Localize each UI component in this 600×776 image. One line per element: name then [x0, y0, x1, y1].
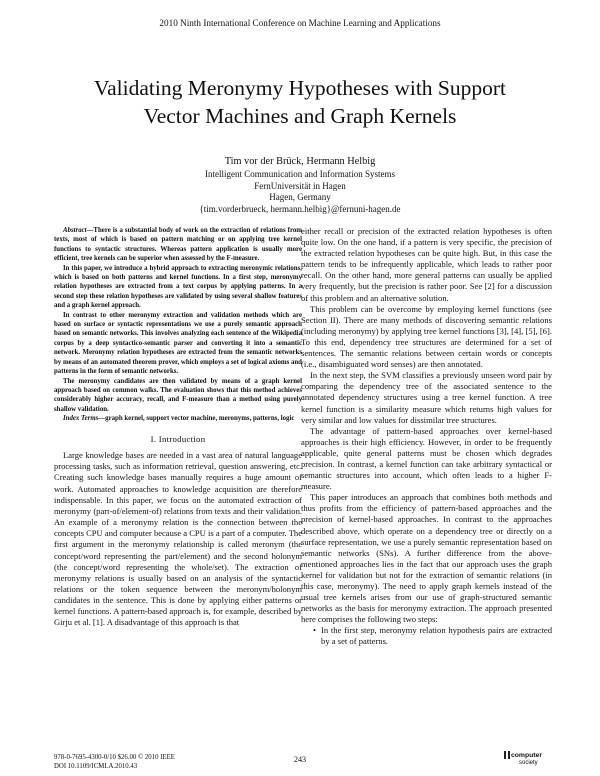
abstract-paragraph-4: The meronymy candidates are then validated by means of a graph kernel approach based on common walks. The evaluation shows that this method achieves considerably higher accuracy, recall, and F-measure than a method using purely shallow validation.: [54, 377, 302, 413]
left-column: [54, 226, 302, 629]
section-heading-introduction: I. Introduction: [150, 433, 206, 444]
paper-title: [40, 74, 560, 130]
author-block: [0, 156, 600, 216]
computer-society-logo: [503, 747, 553, 769]
abstract-lead: Abstract—: [63, 227, 94, 234]
right-paragraph-5: This paper introduces an approach that combines both methods and thus profits from the efficiency of pattern-based approaches and the precision of kernel-based approaches. In contrast to the approaches described above, which operate on a dependency tree or directly on a surface representation, we use a purely semantic representation based on semantic networks (SNs). A further difference from the above-mentioned approaches lies in the fact that our approach uses the graph kernel for validation but not for the extraction of semantic relations (in this case, meronymy). The need to apply graph kernels instead of the usual tree kernels arises from our use of graph-structured semantic networks as the basis for meronymy extraction. The approach presented here comprises the following two steps:: [301, 492, 552, 625]
abstract-paragraph-1: Abstract—There is a substantial body of work on the extraction of relations from texts, most of which is based on pattern matching or on applying tree kernel functions to syntactic structures. Whereas pattern application is usually more efficient, tree kernels can be superior when assessed by the F-measure.: [54, 227, 302, 263]
abstract: [54, 226, 302, 414]
author-emails: {tim.vorderbrueck, hermann.helbig}@fernuni-hagen.de: [199, 204, 401, 215]
title-line-1: Validating Meronymy Hypotheses with Support: [93, 76, 507, 100]
conference-header: 2010 Ninth International Conference on Machine Learning and Applications: [159, 18, 441, 28]
author-names: Tim vor der Brück, Hermann Helbig: [224, 156, 376, 167]
index-terms-text: graph kernel, support vector machine, meronyms, patterns, logic: [105, 415, 295, 423]
logo-word-society: society: [519, 760, 538, 766]
list-item: [301, 625, 552, 647]
right-paragraph-2: This problem can be overcome by employing kernel functions (see Section II). There are many methods of discovering semantic relations (including meronymy) by applying tree kernel functions [3], [4], [5], [6]. To this end, dependency tree structures are determined for a set of sentences. The semantic relations between certain words or concepts (i.e., disambiguated word senses) are then annotated.: [301, 303, 552, 370]
footer-doi: DOI 10.1109/ICMLA.2010.43: [54, 762, 138, 770]
intro-paragraph-1: Large knowledge bases are needed in a vast area of natural language processing tasks, such as information retrieval, question answering, etc. Creating such knowledge bases manually requires a huge amount of work. Automated approaches to knowledge acquisition are therefore indispensable. In this paper, we focus on the automated extraction of meronymy (part-of/element-of) relations from texts and their validation. An example of a meronymy relation is the connection between the concepts CPU and computer because a CPU is a part of a computer. The first argument in the meronymy relationship is called meronym (the concept/word representing the part/element) and the second holonym (the concept/word representing the whole/set). The extraction of meronymy relations is usually based on an analysis of the syntactic relations or the token sequence between the meronym/holonym candidates in the sentence. This is done by applying either patterns or kernel functions. A pattern-based approach is, for example, described by Girju et al. [1]. A disadvantage of this approach is that: [54, 450, 302, 628]
abstract-paragraph-2: In this paper, we introduce a hybrid approach to extracting meronymic relations, which is based on both patterns and kernel functions. In a first step, meronymy relation hypotheses are extracted from a text corpus by applying patterns. In a second step these relation hypotheses are validated by using several shallow features and a graph kernel approach.: [54, 264, 302, 310]
page-number: 243: [293, 755, 307, 764]
footer-isbn: 978-0-7695-4300-0/10 $26.00 © 2010 IEEE: [54, 754, 175, 761]
affiliation-line-2: FernUniversität in Hagen: [254, 180, 346, 191]
bullet-icon: •: [313, 625, 317, 636]
introduction-body: [54, 450, 302, 629]
index-terms-lead: Index Terms—: [63, 415, 106, 423]
right-paragraph-3: In the next step, the SVM classifies a previously unseen word pair by comparing the dependency tree of the associated sentence to the annotated dependency structures using a tree kernel function. A tree kernel function is a similarity measure which returns high values for very similar and low values for dissimilar tree structures.: [301, 370, 552, 425]
right-column: [301, 226, 552, 648]
right-paragraph-4: The advantage of pattern-based approaches over kernel-based approaches is their high efficiency. However, in order to be frequently applicable, quite general patterns must be chosen which degrades precision. In contrast, a kernel function can take arbitrary syntactical or semantic structures into account, which often leads to a higher F-measure.: [301, 425, 552, 492]
title-line-2: Vector Machines and Graph Kernels: [143, 104, 457, 128]
logo-word-computer: computer: [511, 752, 542, 759]
affiliation-line-3: Hagen, Germany: [269, 192, 331, 203]
index-terms: [54, 414, 302, 423]
affiliation-line-1: Intelligent Communication and Information Systems: [205, 168, 395, 179]
right-paragraph-1: either recall or precision of the extracted relation hypotheses is often quite low. On the one hand, if a pattern is very specific, the precision of the extracted relation hypotheses can be quite high. But, in this case the pattern tends to be infrequently applicable, which leads to rather poor recall. On the other hand, more general patterns can usually be applied very frequently, but the precision is rather poor. See [2] for a discussion of this problem and an alternative solution.: [301, 226, 552, 303]
abstract-paragraph-3: In contrast to other meronymy extraction and validation methods which are based on surface or syntactic representations we use a purely semantic approach based on semantic networks. This involves analyzing each sentence of the Wikipedia corpus by a deep syntactico-semantic parser and converting it into a semantic network. Meronymy relation hypotheses are extracted from the semantic networks by means of an automated theorem prover, which employs a set of logical axioms and patterns in the form of semantic networks.: [54, 311, 302, 376]
bullet-text: In the first step, meronymy relation hypothesis pairs are extracted by a set of patterns.: [321, 625, 552, 647]
